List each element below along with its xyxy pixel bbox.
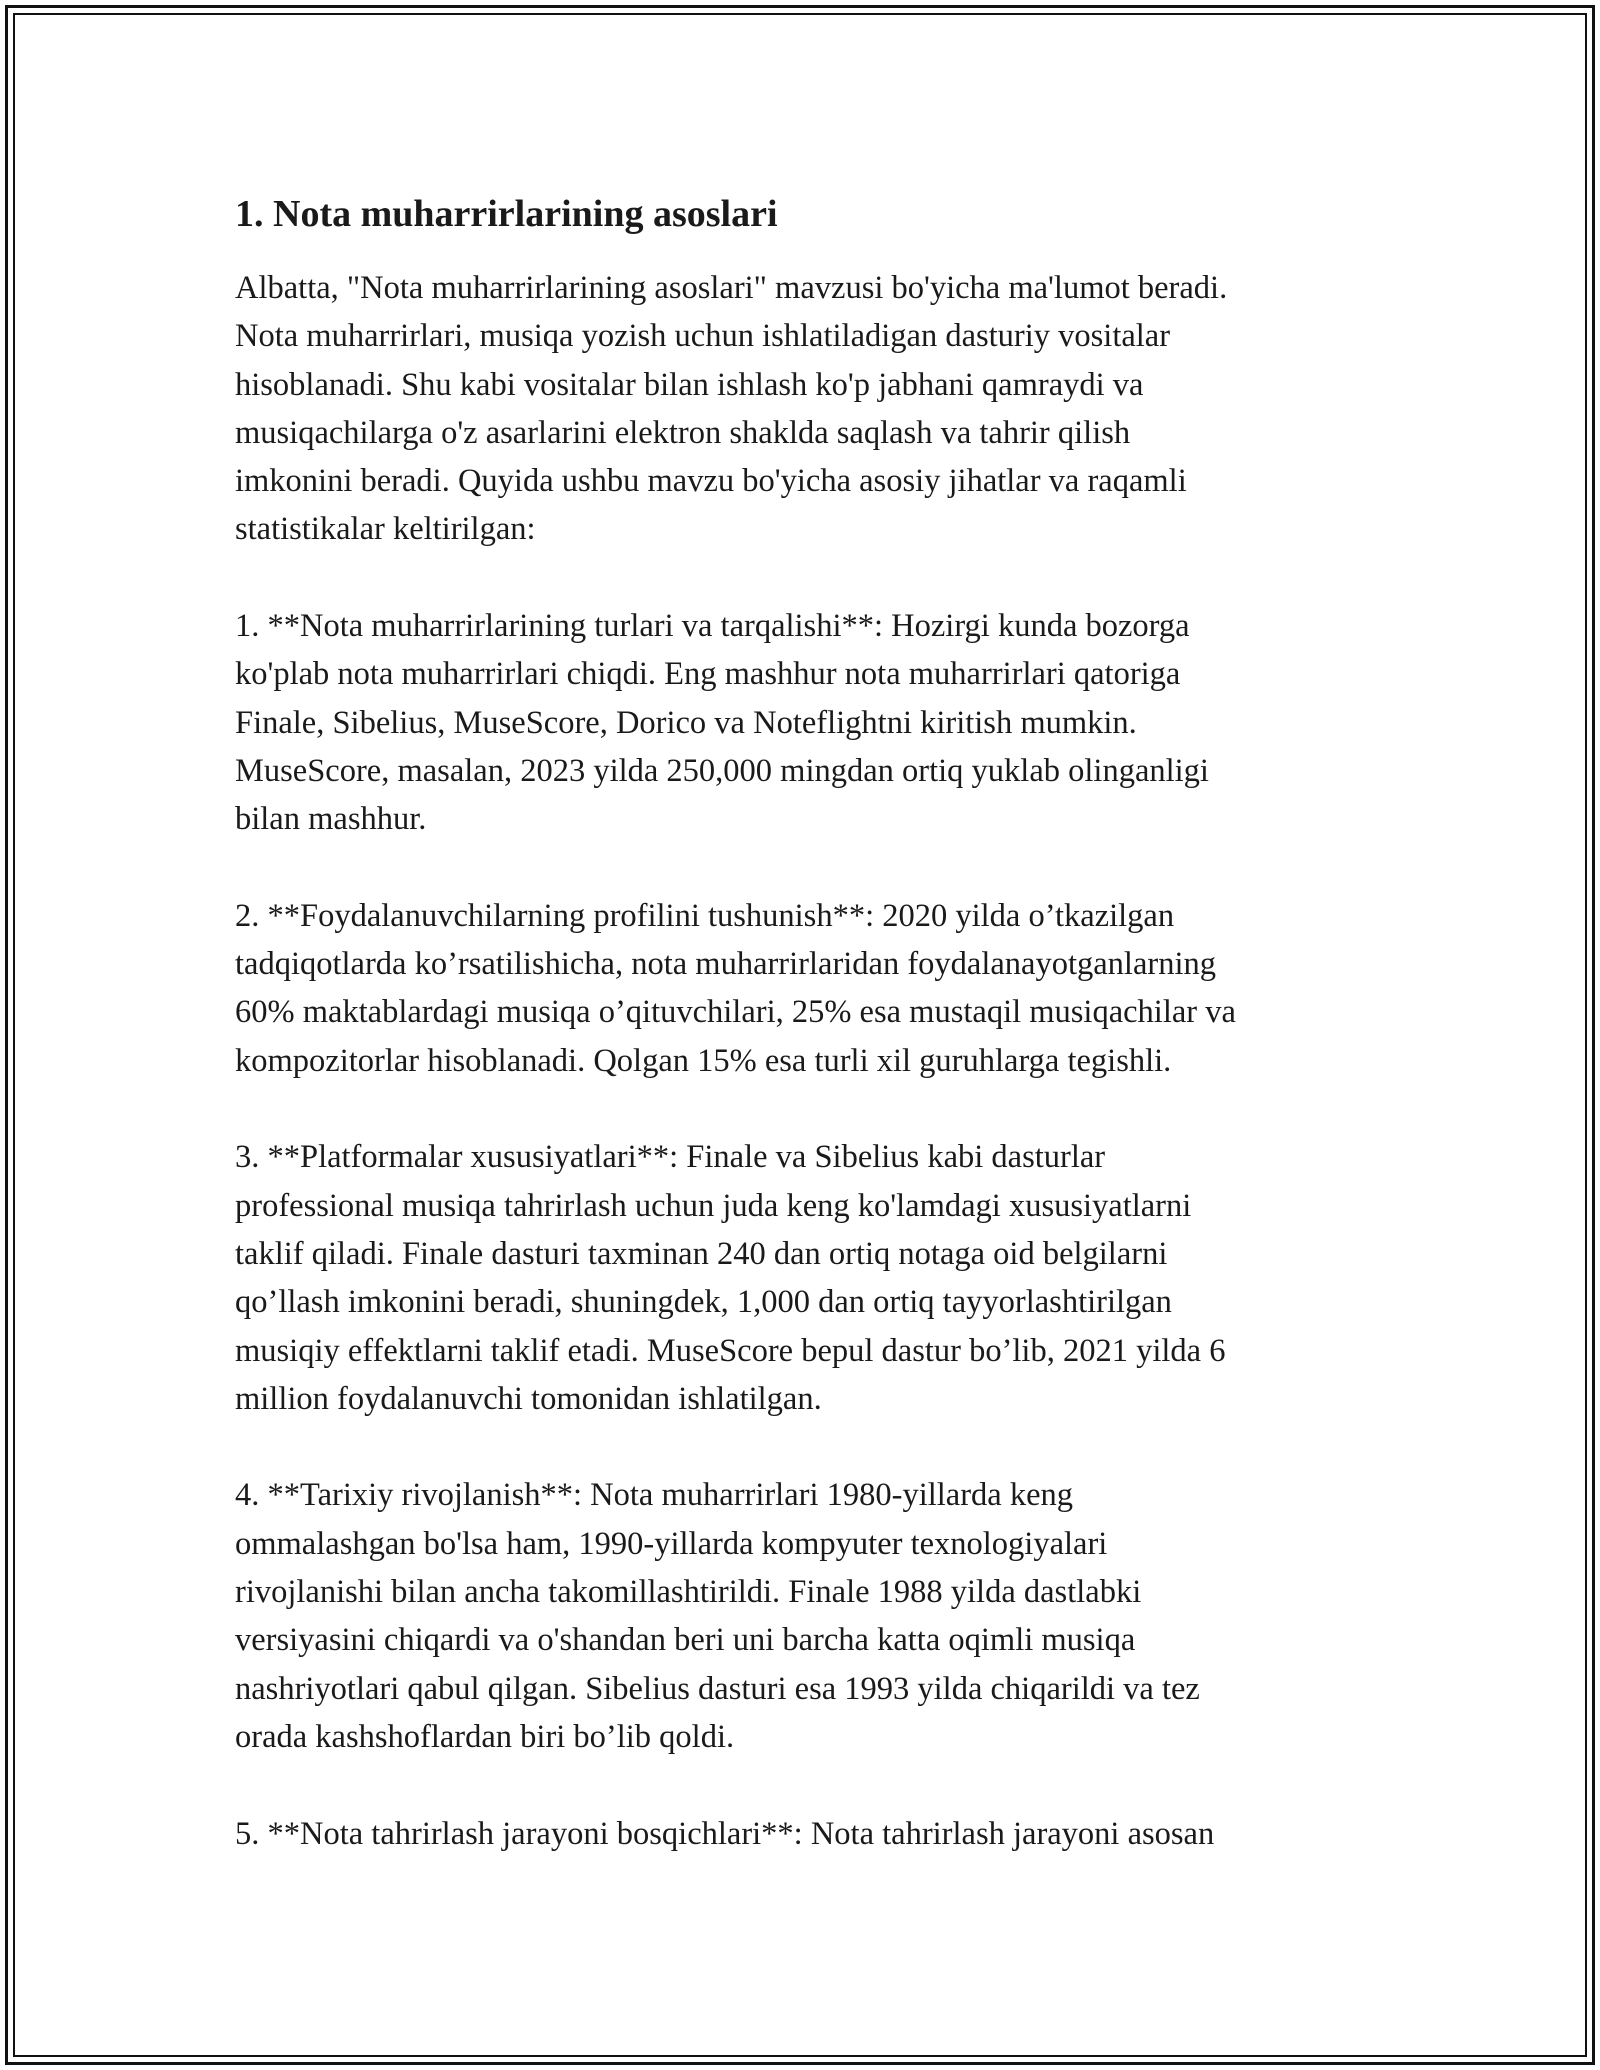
text-line: tadqiqotlarda ko’rsatilishicha, nota muharrirlaridan foydalanayotganlarning — [235, 946, 1216, 983]
text-line: million foydalanuvchi tomonidan ishlatilgan. — [235, 1380, 822, 1417]
paragraph-item-3 — [235, 1133, 1365, 1423]
text-line: professional musiqa tahrirlash uchun juda keng ko'lamdagi xususiyatlarni — [235, 1187, 1192, 1224]
text-line: imkonini beradi. Quyida ushbu mavzu bo'yicha asosiy jihatlar va raqamli — [235, 463, 1187, 500]
text-line: musiqiy effektlarni taklif etadi. MuseScore bepul dastur bo’lib, 2021 yilda 6 — [235, 1332, 1226, 1369]
text-line: 5. **Nota tahrirlash jarayoni bosqichlari**: Nota tahrirlash jarayoni asosan — [235, 1815, 1215, 1852]
text-line: ko'plab nota muharrirlari chiqdi. Eng mashhur nota muharrirlari qatoriga — [235, 656, 1181, 693]
text-line: Nota muharrirlari, musiqa yozish uchun ishlatiladigan dasturiy vositalar — [235, 318, 1171, 355]
text-line: ommalashgan bo'lsa ham, 1990-yillarda kompyuter texnologiyalari — [235, 1525, 1108, 1562]
text-line: bilan mashhur. — [235, 801, 427, 838]
text-line: 2. **Foydalanuvchilarning profilini tushunish**: 2020 yilda o’tkazilgan — [235, 897, 1175, 934]
text-line: 1. **Nota muharrirlarining turlari va tarqalishi**: Hozirgi kunda bozorga — [235, 608, 1190, 645]
text-line: Albatta, "Nota muharrirlarining asoslari" mavzusi bo'yicha ma'lumot beradi. — [235, 270, 1228, 306]
document-body — [235, 188, 1365, 1906]
text-line: rivojlanishi bilan ancha takomillashtirildi. Finale 1988 yilda dastlabki — [235, 1574, 1142, 1611]
paragraph-item-2 — [235, 892, 1365, 1085]
text-line: MuseScore, masalan, 2023 yilda 250,000 mingdan ortiq yuklab olinganligi — [235, 752, 1209, 789]
text-line: kompozitorlar hisoblanadi. Qolgan 15% esa turli xil guruhlarga tegishli. — [235, 1042, 1172, 1079]
paragraph-item-1 — [235, 602, 1365, 843]
text-line: orada kashshoflardan biri bo’lib qoldi. — [235, 1718, 735, 1755]
text-line: 60% maktablardagi musiqa o’qituvchilari, 25% esa mustaqil musiqachilar va — [235, 994, 1236, 1031]
text-line: qo’llash imkonini beradi, shuningdek, 1,000 dan ortiq tayyorlashtirilgan — [235, 1284, 1172, 1321]
text-line: 3. **Platformalar xususiyatlari**: Finale va Sibelius kabi dasturlar — [235, 1139, 1106, 1176]
text-line: Finale, Sibelius, MuseScore, Dorico va Noteflightni kiritish mumkin. — [235, 704, 1137, 741]
paragraph-intro — [235, 264, 1365, 554]
text-line: nashriyotlari qabul qilgan. Sibelius dasturi esa 1993 yilda chiqarildi va tez — [235, 1670, 1200, 1707]
paragraph-item-5 — [235, 1810, 1365, 1858]
text-line: musiqachilarga o'z asarlarini elektron shaklda saqlash va tahrir qilish — [235, 414, 1131, 451]
text-line: taklif qiladi. Finale dasturi taxminan 240 dan ortiq notaga oid belgilarni — [235, 1235, 1168, 1272]
text-line: 4. **Tarixiy rivojlanish**: Nota muharrirlari 1980-yillarda keng — [235, 1477, 1074, 1514]
section-heading: 1. Nota muharrirlarining asoslari — [235, 193, 778, 235]
text-line: versiyasini chiqardi va o'shandan beri uni barcha katta oqimli musiqa — [235, 1622, 1136, 1659]
text-line: hisoblanadi. Shu kabi vositalar bilan ishlash ko'p jabhani qamraydi va — [235, 366, 1144, 403]
text-line: statistikalar keltirilgan: — [235, 511, 536, 548]
paragraph-item-4 — [235, 1471, 1365, 1761]
